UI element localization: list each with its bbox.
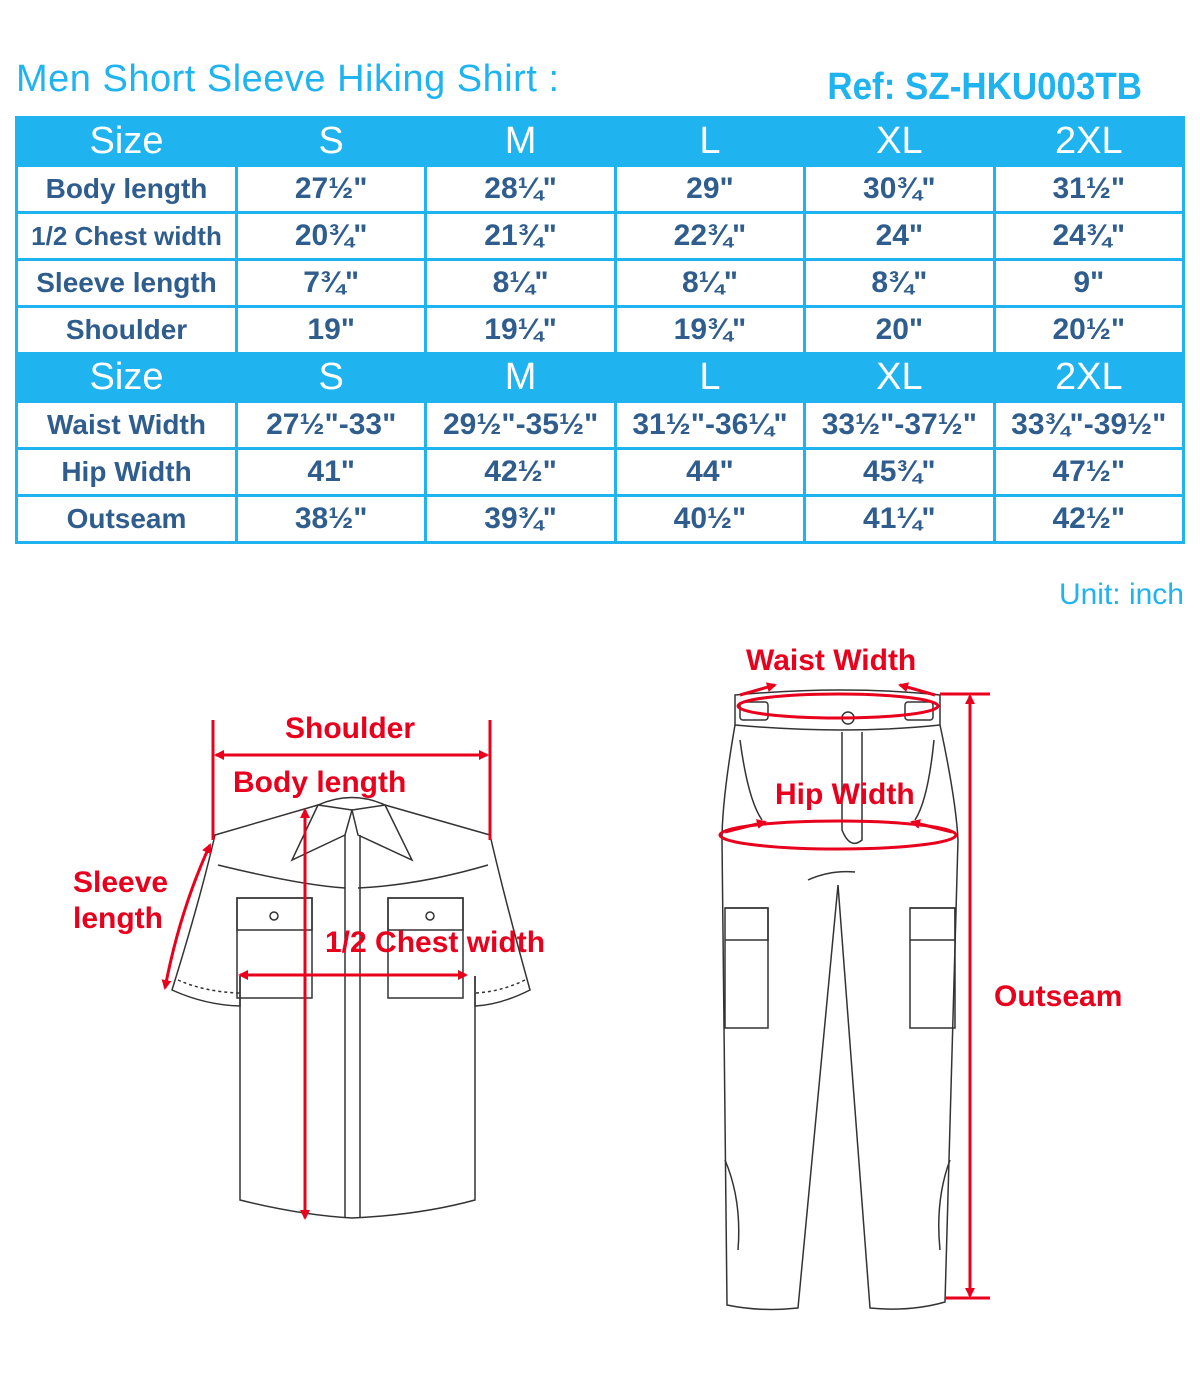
table-cell: 27½"-33": [237, 402, 426, 449]
pants-waistband: [735, 690, 940, 730]
table-cell: 19": [237, 307, 426, 354]
table-cell: 39¾": [426, 496, 615, 543]
row-label-waist-width: Waist Width: [17, 402, 237, 449]
size-header-s: S: [237, 118, 426, 166]
table-cell: 33½"-37½": [805, 402, 994, 449]
row-label-shoulder: Shoulder: [17, 307, 237, 354]
table-cell: 8¼": [615, 260, 804, 307]
size-header-m: M: [426, 118, 615, 166]
sleeve-label: Sleeve: [73, 866, 169, 899]
table-cell: 7¾": [237, 260, 426, 307]
unit-label: Unit: inch: [1058, 578, 1184, 611]
size-header-2xl: 2XL: [994, 118, 1183, 166]
table-cell: 24¾": [994, 213, 1183, 260]
size-chart-table: [15, 116, 1185, 544]
table-cell: 38½": [237, 496, 426, 543]
shirt-collar-left: [292, 805, 352, 860]
table-row: [17, 307, 1184, 354]
table-cell: 9": [994, 260, 1183, 307]
shoulder-label: Shoulder: [285, 712, 416, 745]
table-row: [17, 449, 1184, 496]
table-cell: 45¾": [805, 449, 994, 496]
size-header-xl: XL: [805, 118, 994, 166]
sleeve-length-label: length: [73, 902, 163, 935]
hip-width-label: Hip Width: [775, 778, 915, 811]
table-cell: 20½": [994, 307, 1183, 354]
table-row: [17, 260, 1184, 307]
row-label-body-length: Body length: [17, 166, 237, 213]
row-label-sleeve-length: Sleeve length: [17, 260, 237, 307]
table-cell: 40½": [615, 496, 804, 543]
size-header-label: Size: [17, 118, 237, 166]
body-length-label: Body length: [233, 766, 407, 799]
outseam-label: Outseam: [994, 980, 1123, 1013]
table-row: [17, 166, 1184, 213]
size-header-s: S: [237, 354, 426, 402]
table-cell: 29½"-35½": [426, 402, 615, 449]
table-cell: 19¾": [615, 307, 804, 354]
size-header-l: L: [615, 118, 804, 166]
table-cell: 29": [615, 166, 804, 213]
pants-size-header-row: [17, 354, 1184, 402]
row-label-chest-width: 1/2 Chest width: [17, 213, 237, 260]
table-cell: 41": [237, 449, 426, 496]
table-cell: 27½": [237, 166, 426, 213]
waist-width-label: Waist Width: [746, 644, 917, 677]
shirt-size-header-row: [17, 118, 1184, 166]
table-cell: 30¾": [805, 166, 994, 213]
table-cell: 8¼": [426, 260, 615, 307]
row-label-outseam: Outseam: [17, 496, 237, 543]
table-cell: 33¾"-39½": [994, 402, 1183, 449]
row-label-hip-width: Hip Width: [17, 449, 237, 496]
table-cell: 28¼": [426, 166, 615, 213]
table-cell: 20": [805, 307, 994, 354]
table-cell: 47½": [994, 449, 1183, 496]
table-cell: 24": [805, 213, 994, 260]
table-cell: 42½": [426, 449, 615, 496]
size-header-xl: XL: [805, 354, 994, 402]
page-title: Men Short Sleeve Hiking Shirt :: [16, 58, 560, 100]
table-cell: 8¾": [805, 260, 994, 307]
table-cell: 41¼": [805, 496, 994, 543]
table-cell: 19¼": [426, 307, 615, 354]
table-cell: 21¾": [426, 213, 615, 260]
size-header-2xl: 2XL: [994, 354, 1183, 402]
table-cell: 31½": [994, 166, 1183, 213]
table-row: [17, 213, 1184, 260]
size-header-label: Size: [17, 354, 237, 402]
table-cell: 42½": [994, 496, 1183, 543]
reference-code: Ref: SZ-HKU003TB: [827, 66, 1142, 108]
chest-width-label: 1/2 Chest width: [325, 926, 546, 959]
sleeve-length-arrow: [165, 845, 210, 988]
table-cell: 22¾": [615, 213, 804, 260]
table-row: [17, 402, 1184, 449]
size-header-l: L: [615, 354, 804, 402]
table-cell: 44": [615, 449, 804, 496]
table-cell: 20¾": [237, 213, 426, 260]
shirt-collar-right: [352, 805, 412, 860]
shirt-body-outline: [240, 976, 475, 1218]
table-row: [17, 496, 1184, 543]
size-header-m: M: [426, 354, 615, 402]
shirt-illustration: [172, 798, 530, 1219]
table-cell: 31½"-36¼": [615, 402, 804, 449]
